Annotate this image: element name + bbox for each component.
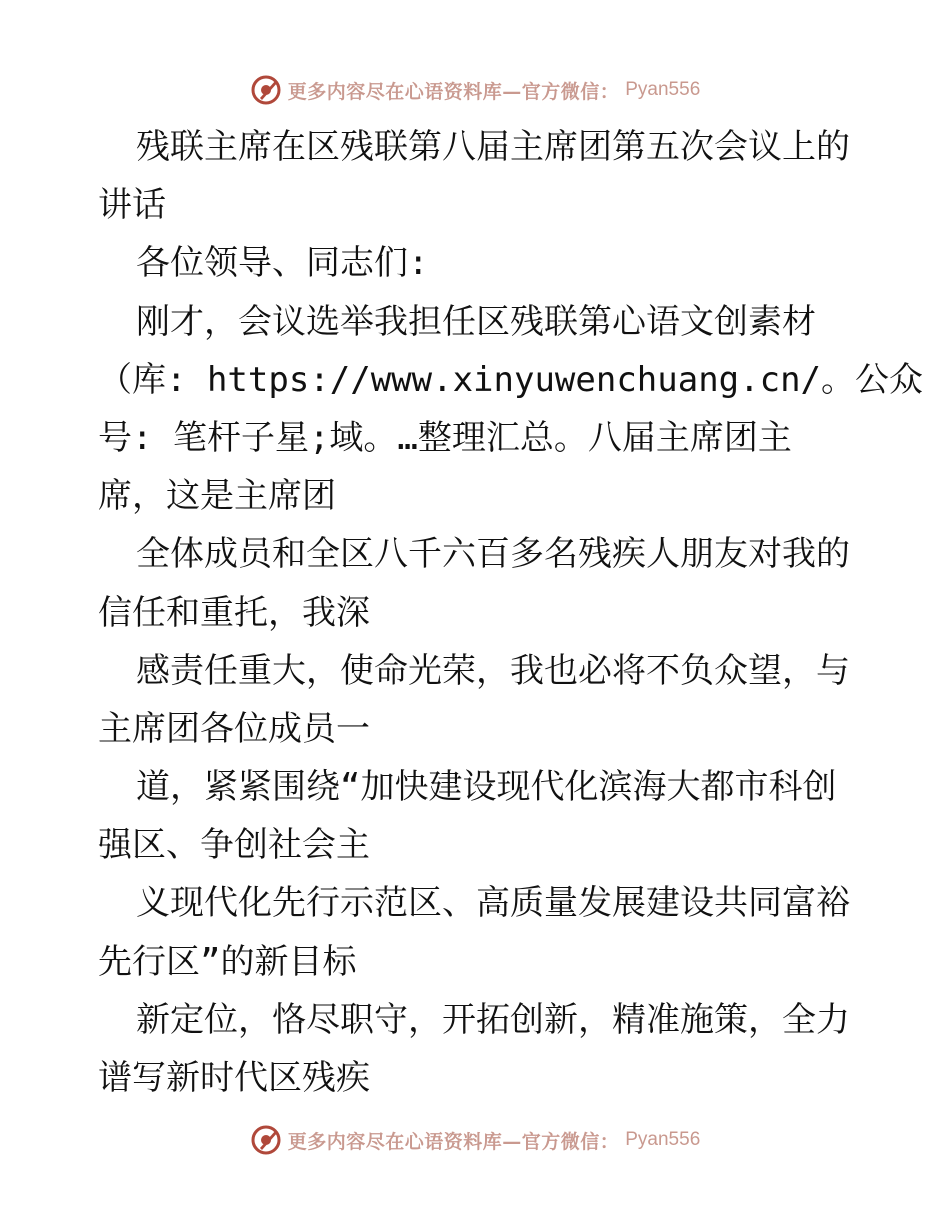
xinyu-logo-icon xyxy=(250,74,282,106)
text-line: 道，紧紧围绕“加快建设现代化滨海大都市科创 xyxy=(136,767,837,808)
header-banner-wechat: Pyan556 xyxy=(625,79,701,100)
text-line: 讲话 xyxy=(98,185,166,226)
text-line: 刚才，会议选举我担任区残联第心语文创素材 xyxy=(136,301,816,342)
text-line: 席，这是主席团 xyxy=(98,476,336,517)
header-watermark-banner xyxy=(0,72,950,108)
document-body xyxy=(98,118,924,1107)
text-line: 号: 笔杆子星;域。…整理汇总。八届主席团主 xyxy=(98,417,792,458)
text-line: 新定位，恪尽职守，开拓创新，精准施策，全力 xyxy=(136,999,850,1040)
text-line: 谱写新时代区残疾 xyxy=(98,1058,370,1098)
text-line: （库: https://www.xinyuwenchuang.cn/。公众 xyxy=(98,359,924,400)
text-line: 各位领导、同志们: xyxy=(136,243,429,284)
text-line: 义现代化先行示范区、高质量发展建设共同富裕 xyxy=(136,883,850,924)
text-line: 信任和重托，我深 xyxy=(98,592,370,633)
text-line: 残联主席在区残联第八届主席团第五次会议上的 xyxy=(136,127,850,167)
header-banner-text: 更多内容尽在心语资料库—官方微信： xyxy=(287,80,620,103)
footer-banner-text: 更多内容尽在心语资料库—官方微信： xyxy=(287,1130,620,1153)
footer-banner-wechat: Pyan556 xyxy=(625,1129,701,1150)
xinyu-logo-icon xyxy=(250,1124,282,1156)
text-line: 先行区”的新目标 xyxy=(98,941,357,982)
text-line: 全体成员和全区八千六百多名残疾人朋友对我的 xyxy=(136,534,850,575)
text-line: 主席团各位成员一 xyxy=(98,708,370,749)
text-line: 感责任重大，使命光荣，我也必将不负众望，与 xyxy=(136,650,850,691)
text-line: 强区、争创社会主 xyxy=(98,825,370,866)
footer-watermark-banner xyxy=(0,1122,950,1158)
